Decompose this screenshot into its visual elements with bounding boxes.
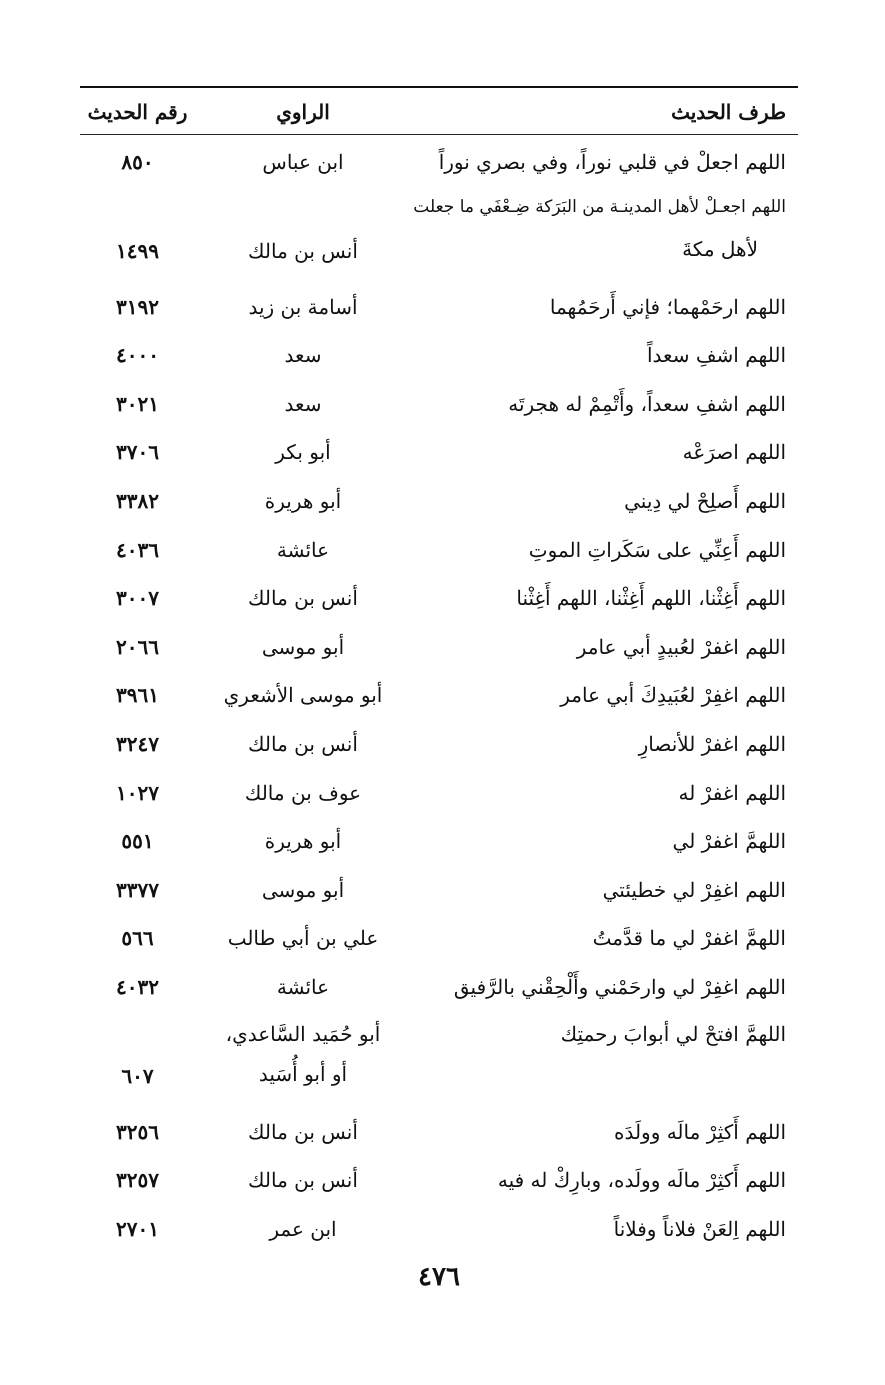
header-hadith-number: رقم الحديث — [87, 100, 188, 124]
narrator: سعد — [284, 391, 322, 416]
hadith-text: اللهمَّ اغفرْ لي — [672, 829, 786, 854]
table-row — [80, 1014, 798, 1110]
narrator: أنس بن مالك — [248, 731, 358, 756]
index-page — [80, 0, 798, 1385]
hadith-number: ٢٧٠١ — [116, 1216, 159, 1241]
narrator: عائشة — [276, 537, 330, 562]
page-number: ٤٧٦ — [418, 1262, 460, 1292]
narrator: أنس بن مالك — [248, 1119, 358, 1144]
narrator: ابن عباس — [262, 150, 344, 174]
hadith-text: اللهم اجعـلْ لأهل المدينـة من البَرَكة ضِـعْفَي ما جعلت — [413, 196, 786, 217]
hadith-number: ٣٠٠٧ — [116, 586, 159, 611]
hadith-text: اللهم اغفرْ لعُبيدٍ أبي عامر — [576, 634, 786, 659]
hadith-text: اللهم أَغِثْنا، اللهم أَغِثْنا، اللهم أَغِثْنا — [516, 586, 786, 611]
table-row — [80, 965, 798, 1014]
table-row — [80, 333, 798, 382]
hadith-number: ٨٥٠ — [121, 150, 154, 174]
table-row — [80, 479, 798, 528]
hadith-text-continuation: لأهل مكةَ — [682, 236, 758, 261]
table-row — [80, 576, 798, 625]
narrator: عائشة — [276, 974, 330, 999]
narrator: أبو موسى — [261, 634, 345, 659]
hadith-text: اللهم أَكثِرْ مالَه وولَدَه — [613, 1119, 786, 1144]
hadith-number: ٣١٩٢ — [116, 294, 159, 319]
narrator: أسامة بن زيد — [248, 294, 358, 319]
hadith-number: ٥٦٦ — [121, 926, 154, 951]
table-row — [80, 430, 798, 479]
hadith-text: اللهم اغفِرْ لي وارحَمْني وأَلْحِقْني بالرَّفيق — [453, 974, 786, 999]
table-row — [80, 722, 798, 771]
hadith-text: اللهم أَصلِحْ لي دِيني — [624, 488, 786, 513]
hadith-number: ٦٠٧ — [121, 1063, 154, 1088]
narrator: أبو بكر — [275, 440, 331, 465]
table-body — [80, 140, 798, 1255]
header-rule — [80, 134, 798, 135]
hadith-text: اللهم أَكثِرْ مالَه وولَده، وبارِكْ له فيه — [497, 1168, 786, 1193]
hadith-text: اللهم اغفِرْ لي خطيئتي — [602, 877, 786, 902]
table-row — [80, 528, 798, 577]
hadith-text: اللهم اجعلْ في قلبي نوراً، وفي بصري نوراً — [438, 150, 786, 174]
table-row — [80, 285, 798, 334]
hadith-text: اللهم اغفِرْ لعُبَيدِكَ أبي عامر — [560, 683, 786, 708]
hadith-number: ٥٥١ — [121, 829, 154, 854]
table-row — [80, 673, 798, 722]
hadith-number: ٤٠٣٢ — [116, 974, 159, 999]
hadith-number: ٤٠٣٦ — [116, 537, 159, 562]
narrator: أنس بن مالك — [248, 238, 358, 263]
table-row — [80, 140, 798, 189]
narrator: عوف بن مالك — [244, 780, 362, 805]
hadith-text: اللهم اغفرْ للأنصارِ — [638, 731, 786, 756]
hadith-number: ٣٣٧٧ — [116, 877, 159, 902]
hadith-text: اللهم اشفِ سعداً، وأَتْمِمْ له هجرتَه — [508, 391, 786, 416]
top-rule — [80, 86, 798, 88]
narrator: سعد — [284, 343, 322, 368]
narrator: أبو حُمَيد السَّاعدي، — [225, 1021, 381, 1046]
narrator: أنس بن مالك — [248, 1168, 358, 1193]
table-row — [80, 916, 798, 965]
narrator: أبو موسى الأشعري — [223, 683, 383, 708]
hadith-number: ٢٠٦٦ — [116, 634, 159, 659]
hadith-number: ١٤٩٩ — [116, 238, 159, 263]
hadith-text: اللهمَّ اغفرْ لي ما قدَّمتُ — [592, 926, 786, 951]
hadith-number: ٣٩٦١ — [116, 683, 159, 708]
narrator: علي بن أبي طالب — [227, 926, 379, 951]
hadith-number: ١٠٢٧ — [116, 780, 159, 805]
header-narrator: الراوي — [276, 100, 330, 124]
hadith-number: ٣٠٢١ — [116, 391, 159, 416]
hadith-number: ٣٢٥٦ — [116, 1119, 159, 1144]
hadith-text: اللهمَّ افتحْ لي أبوابَ رحمتِك — [560, 1021, 786, 1046]
table-row — [80, 189, 798, 285]
table-row — [80, 1158, 798, 1207]
narrator: ابن عمر — [269, 1216, 337, 1241]
hadith-text: اللهم اِلعَنْ فلاناً وفلاناً — [613, 1216, 786, 1241]
hadith-text: اللهم اغفرْ له — [678, 780, 786, 805]
hadith-text: اللهم اشفِ سعداً — [647, 343, 786, 368]
table-row — [80, 1207, 798, 1256]
table-row — [80, 819, 798, 868]
hadith-text: اللهم اصرَعْه — [682, 440, 786, 465]
table-row — [80, 382, 798, 431]
table-row — [80, 1110, 798, 1159]
hadith-text: اللهم أَعِنِّي على سَكَراتِ الموتِ — [528, 537, 786, 562]
hadith-number: ٣٣٨٢ — [116, 488, 159, 513]
narrator: أبو موسى — [261, 877, 345, 902]
narrator: أبو هريرة — [264, 829, 342, 854]
table-row — [80, 625, 798, 674]
narrator-continuation: أو أبو أُسَيد — [258, 1061, 348, 1086]
header-hadith-text: طرف الحديث — [671, 100, 786, 124]
table-row — [80, 771, 798, 820]
table-row — [80, 868, 798, 917]
hadith-number: ٣٢٥٧ — [116, 1168, 159, 1193]
hadith-number: ٣٢٤٧ — [116, 731, 159, 756]
hadith-number: ٤٠٠٠ — [116, 343, 159, 368]
narrator: أنس بن مالك — [248, 586, 358, 611]
hadith-number: ٣٧٠٦ — [116, 440, 159, 465]
narrator: أبو هريرة — [264, 488, 342, 513]
table-header — [80, 92, 798, 132]
hadith-text: اللهم ارحَمْهما؛ فإني أَرحَمُهما — [549, 294, 786, 319]
